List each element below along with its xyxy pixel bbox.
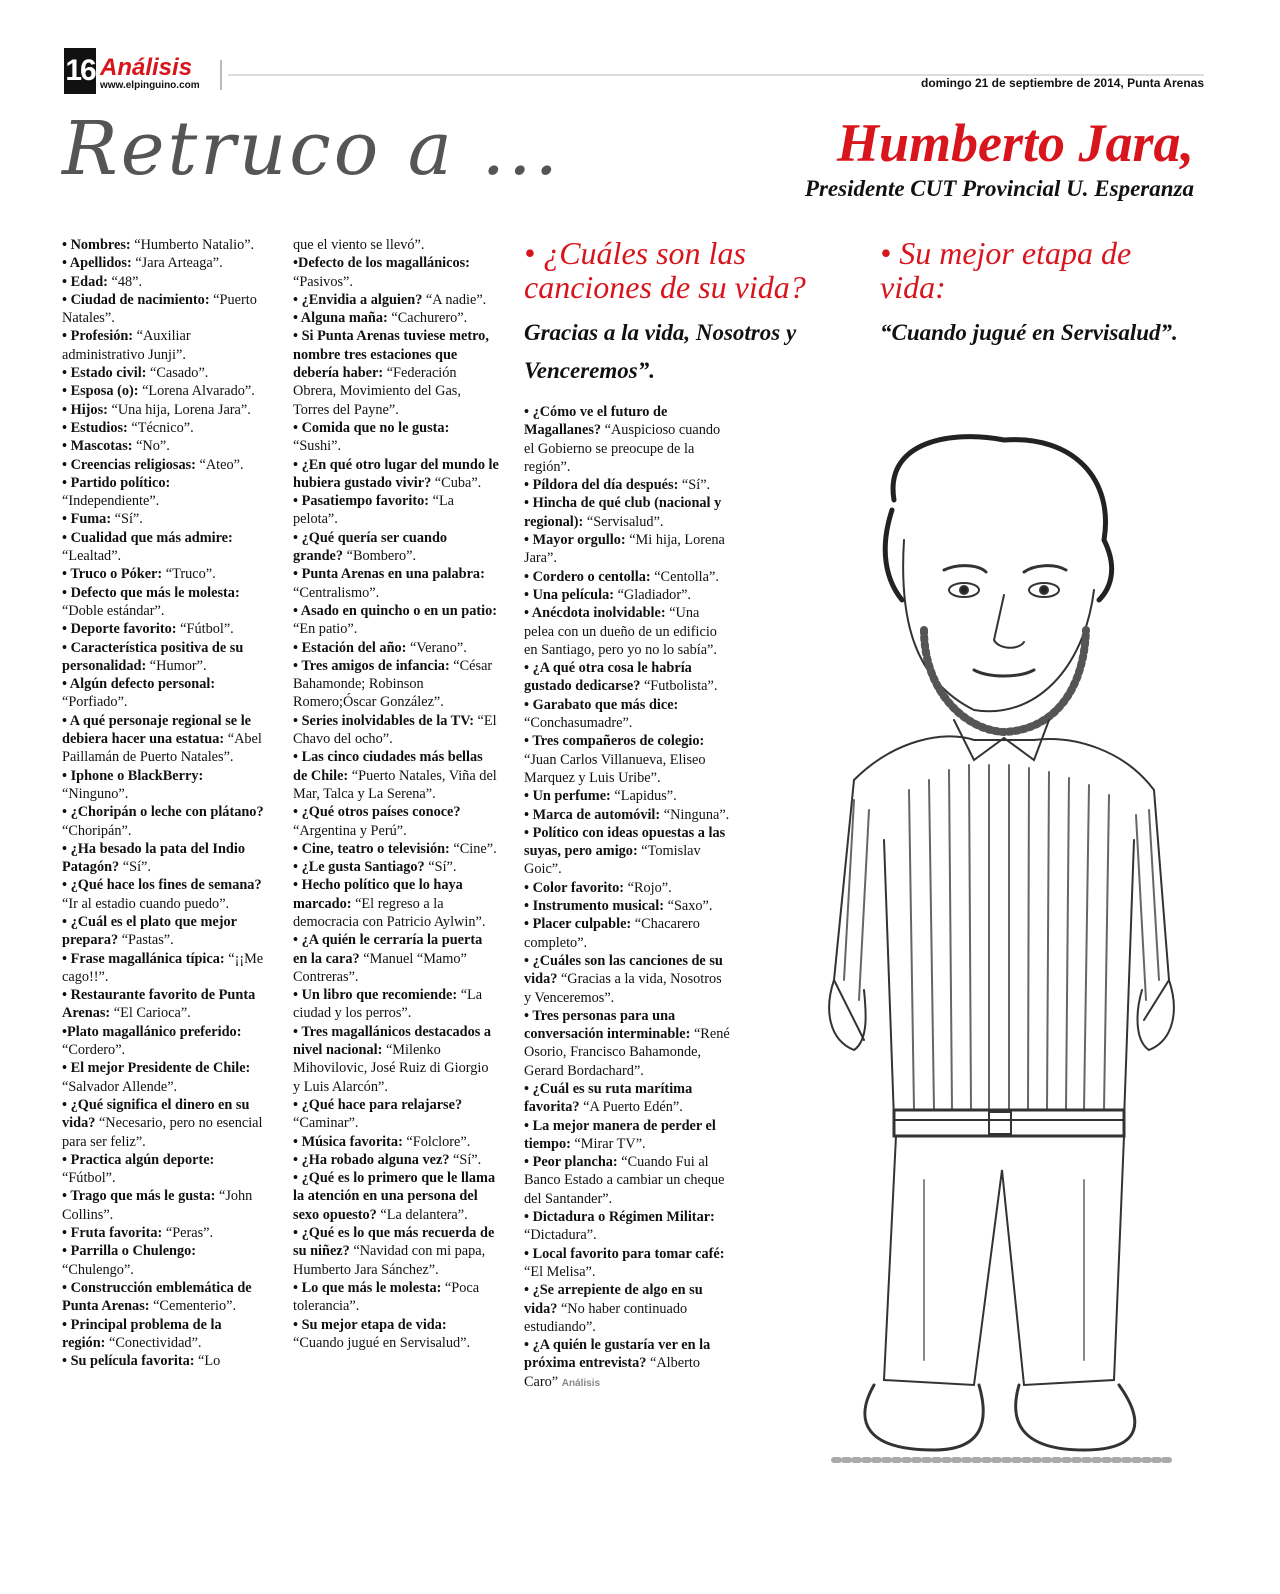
qa-item (293, 327, 499, 418)
qa-question: • ¿Qué hace para relajarse? (293, 1096, 463, 1113)
qa-item (62, 565, 268, 583)
qa-answer: “Lo (194, 1353, 221, 1370)
qa-item (524, 1007, 730, 1080)
qa-question: • ¿Ha besado la pata del Indio Patagón? (62, 840, 245, 876)
qa-item (293, 236, 499, 254)
qa-answer: “Lealtad”. (62, 548, 122, 565)
qa-question: • ¿Envidia a alguien? (293, 291, 423, 308)
qa-question: • ¿Qué hace los fines de semana? (62, 877, 262, 894)
qa-item (524, 659, 730, 696)
qa-question: • ¿A qué otra cosa le habría gustado dedicarse? (524, 660, 692, 695)
qa-item (524, 1336, 730, 1393)
qa-answer: “Mi hija, Lorena Jara”. (524, 532, 725, 567)
qa-item (62, 401, 268, 419)
qa-answer: “Puerto Natales, Viña del Mar, Talca y La Serena”. (293, 767, 497, 802)
qa-question: • ¿Le gusta Santiago? (293, 859, 425, 876)
qa-answer: “El Carioca”. (110, 1005, 191, 1022)
featured-answer: “Cuando jugué en Servisalud”. (880, 320, 1178, 345)
qa-question: • Cualidad que más admire: (62, 529, 233, 546)
qa-item (62, 840, 268, 877)
qa-question: • Garabato que más dice: (524, 696, 679, 713)
qa-answer: “Manuel “Mamo” Contreras”. (293, 950, 467, 985)
qa-answer: “Federación Obrera, Movimiento del Gas, Torres del Payne”. (293, 365, 461, 418)
qa-question: • Iphone o BlackBerry: (62, 767, 204, 784)
page-header (64, 48, 1204, 94)
qa-answer: “No haber continuado estudiando”. (524, 1300, 688, 1335)
qa-item (293, 254, 499, 291)
qa-item (293, 529, 499, 566)
qa-item (524, 476, 730, 494)
qa-question: • ¿Cuál es el plato que mejor prepara? (62, 913, 237, 949)
qa-answer: “Fútbol”. (176, 621, 234, 638)
qa-answer: “Chulengo”. (62, 1261, 134, 1278)
qa-answer: “Caminar”. (293, 1115, 359, 1132)
qa-question: • ¿En qué otro lugar del mundo le hubiera gustado vivir? (293, 456, 499, 491)
interviewee-name: Humberto Jara, (836, 113, 1194, 173)
qa-item (293, 1096, 499, 1133)
qa-item (293, 748, 499, 803)
qa-question: • Cine, teatro o televisión: (293, 840, 450, 857)
qa-item (524, 604, 730, 659)
qa-item (62, 529, 268, 566)
qa-question: • Placer culpable: (524, 916, 632, 933)
header-divider (220, 60, 222, 90)
qa-answer: “A nadie”. (422, 291, 487, 308)
qa-item (293, 1316, 499, 1353)
qa-question: • Político con ideas opuestas a las suyas, pero amigo: (524, 824, 726, 860)
qa-question: • Lo que más le molesta: (293, 1279, 442, 1296)
qa-answer: “Sí”. (449, 1151, 482, 1168)
qa-item (62, 474, 268, 511)
qa-question: • Practica algún deporte: (62, 1151, 215, 1168)
qa-answer: “Conchasumadre”. (524, 715, 633, 732)
qa-item (293, 419, 499, 456)
qa-answer: “Poca tolerancia”. (293, 1279, 480, 1315)
qa-answer: “Cuba”. (431, 474, 482, 491)
qa-answer: “Lapidus”. (610, 788, 677, 805)
end-logo: Análisis (561, 1377, 601, 1389)
qa-item (62, 1023, 268, 1060)
qa-question: • ¿Qué es lo primero que le llama la atención en una persona del sexo opuesto? (293, 1170, 496, 1223)
qa-item (293, 639, 499, 657)
qa-answer: “Auxiliar administrativo Junji”. (62, 328, 191, 363)
qa-answer: “Salvador Allende”. (62, 1078, 178, 1095)
qa-answer: “Técnico”. (127, 419, 194, 436)
qa-answer: “La delantera”. (376, 1206, 468, 1223)
qa-question: • Hecho político que lo haya marcado: (293, 877, 463, 912)
qa-answer: “Cuando jugué en Servisalud”. (293, 1334, 471, 1351)
qa-answer: “Choripán”. (62, 822, 132, 839)
qa-question: • ¿Qué significa el dinero en su vida? (62, 1096, 250, 1132)
qa-answer: “John Collins”. (62, 1188, 253, 1223)
qa-item (293, 858, 499, 876)
qa-question: • Fruta favorita: (62, 1225, 163, 1242)
qa-item (62, 950, 268, 987)
qa-answer: “Pasivos”. (293, 273, 353, 290)
qa-answer: “Conectividad”. (105, 1334, 202, 1351)
qa-answer: “Peras”. (162, 1225, 214, 1242)
qa-question: • Marca de automóvil: (524, 806, 661, 823)
qa-question: • Estación del año: (293, 639, 407, 656)
qa-answer: “Ninguno”. (62, 785, 129, 802)
qa-answer: “Abel Paillamán de Puerto Natales”. (62, 731, 262, 766)
qa-answer: “El Melisa”. (524, 1263, 596, 1280)
qa-item (293, 931, 499, 986)
qa-column-1 (62, 236, 268, 1370)
qa-item (524, 696, 730, 733)
page-number: 16 (64, 48, 96, 94)
qa-item (524, 531, 730, 568)
qa-answer: “Puerto Natales”. (62, 291, 257, 327)
qa-answer: “Cine”. (449, 840, 497, 857)
qa-item (524, 1281, 730, 1336)
qa-question: • ¿A quién le gustaría ver en la próxima entrevista? (524, 1337, 711, 1372)
qa-question: • Deporte favorito: (62, 621, 177, 638)
qa-item (62, 803, 268, 840)
qa-item (62, 876, 268, 913)
qa-item (62, 712, 268, 767)
qa-answer: “Alberto Caro” (524, 1355, 701, 1390)
qa-question: • ¿Qué quería ser cuando grande? (293, 529, 448, 565)
qa-item (524, 568, 730, 586)
qa-item (62, 273, 268, 291)
interviewee-title: Presidente CUT Provincial U. Esperanza (804, 176, 1194, 201)
qa-item (62, 639, 268, 676)
qa-answer: “César Bahamonde; Robinson Romero;Óscar González”. (293, 657, 493, 711)
qa-item (524, 806, 730, 824)
qa-question: • ¿Qué es lo que más recuerda de su niñez? (293, 1225, 495, 1260)
featured-question-songs (524, 236, 854, 390)
qa-item (62, 236, 268, 254)
qa-item (62, 913, 268, 950)
qa-question: • Tres amigos de infancia: (293, 657, 450, 674)
qa-answer: “Jara Arteaga”. (131, 255, 223, 272)
qa-question: • ¿Qué otros países conoce? (293, 804, 461, 821)
qa-answer: “Independiente”. (62, 493, 160, 510)
qa-question: • Estado civil: (62, 365, 147, 382)
qa-answer: “Futbolista”. (640, 678, 718, 695)
qa-question: • ¿Ha robado alguna vez? (293, 1151, 450, 1168)
qa-item (62, 584, 268, 621)
qa-answer: “Truco”. (162, 566, 216, 583)
qa-item (293, 1169, 499, 1224)
qa-item (293, 657, 499, 712)
qa-item (524, 494, 730, 531)
qa-question: • Una película: (524, 586, 614, 603)
qa-answer: “Humberto Natalio”. (130, 237, 255, 253)
qa-answer: “Sí”. (424, 859, 457, 876)
qa-question: • Edad: (62, 273, 108, 290)
qa-item (62, 767, 268, 804)
qa-item (293, 456, 499, 493)
qa-question: • ¿Cuáles son las canciones de su vida? (524, 952, 723, 988)
qa-item (62, 456, 268, 474)
qa-item (293, 803, 499, 840)
qa-item (293, 309, 499, 327)
qa-question: • Pasatiempo favorito: (293, 493, 430, 510)
qa-question: • Restaurante favorito de Punta Arenas: (62, 987, 256, 1022)
qa-answer: “Una hija, Lorena Jara”. (107, 401, 251, 418)
qa-question: • Píldora del día después: (524, 477, 679, 494)
qa-item (62, 510, 268, 528)
qa-answer: “Cuando Fui al Banco Estado a cambiar un cheque del Santander”. (524, 1154, 725, 1207)
qa-answer: “La ciudad y los perros”. (293, 987, 483, 1022)
qa-question: • Hincha de qué club (nacional y regional): (524, 495, 722, 530)
qa-question: • Un libro que recomiende: (293, 987, 458, 1004)
qa-answer: “Tomislav Goic”. (524, 843, 701, 878)
qa-item (62, 327, 268, 364)
qa-answer: “Argentina y Perú”. (293, 822, 407, 839)
qa-item (524, 1080, 730, 1117)
qa-question: • Anécdota inolvidable: (524, 605, 666, 622)
qa-answer: “Gladiador”. (614, 586, 692, 603)
qa-question: • Dictadura o Régimen Militar: (524, 1209, 715, 1226)
featured-question: • Su mejor etapa de vida: (880, 235, 1132, 305)
featured-answer: Gracias a la vida, Nosotros y Venceremos”. (524, 320, 797, 383)
qa-answer: “Navidad con mi papa, Humberto Jara Sánchez”. (293, 1243, 486, 1278)
qa-item (62, 1352, 268, 1370)
qa-answer: “La pelota”. (293, 493, 455, 528)
qa-answer: “Sí”. (678, 477, 711, 494)
qa-answer: “Pastas”. (118, 932, 174, 949)
qa-question: • ¿Cómo ve el futuro de Magallanes? (524, 404, 668, 439)
qa-question: • Color favorito: (524, 879, 625, 896)
qa-question: • Si Punta Arenas tuviese metro, nombre tres estaciones que debería haber: (293, 328, 489, 382)
qa-column-2 (293, 236, 499, 1352)
qa-answer: “Centralismo”. (293, 584, 380, 601)
qa-question: • Series inolvidables de la TV: (293, 712, 474, 729)
qa-question: • ¿A quién le cerraría la puerta en la cara? (293, 932, 483, 967)
qa-answer: “Ninguna”. (660, 806, 730, 823)
section-title: Retruco a ... (62, 106, 562, 192)
qa-column-3 (524, 403, 730, 1393)
qa-answer: “René Osorio, Francisco Bahamonde, Gerard Bordachard”. (524, 1026, 730, 1079)
qa-question: • Algún defecto personal: (62, 676, 216, 693)
qa-item (293, 492, 499, 529)
qa-question: • Apellidos: (62, 255, 132, 272)
qa-question: • Su mejor etapa de vida: (293, 1316, 447, 1333)
qa-answer: “¡¡Me cago!!”. (62, 950, 264, 985)
qa-item (293, 1023, 499, 1096)
qa-answer: “Verano”. (406, 639, 467, 656)
qa-item (293, 565, 499, 602)
qa-question: • Tres magallánicos destacados a nivel nacional: (293, 1023, 492, 1059)
qa-question: • Alguna maña: (293, 310, 388, 327)
qa-question: • Creencias religiosas: (62, 456, 196, 473)
qa-question: • Partido político: (62, 474, 171, 491)
qa-question: • La mejor manera de perder el tiempo: (524, 1117, 716, 1152)
qa-answer: “Lorena Alvarado”. (138, 383, 255, 400)
qa-answer: “Cordero”. (62, 1042, 126, 1059)
caricature-drawing (774, 420, 1214, 1482)
qa-item (524, 915, 730, 952)
qa-item (524, 1245, 730, 1282)
qa-question: • Construcción emblemática de Punta Arenas: (62, 1279, 252, 1315)
qa-question: • Local favorito para tomar café: (524, 1245, 725, 1262)
qa-answer: “Auspicioso cuando el Gobierno se preocupe de la región”. (524, 422, 721, 475)
qa-answer: que el viento se llevó”. (293, 237, 425, 253)
qa-question: • Tres compañeros de colegio: (524, 733, 705, 750)
qa-item (62, 986, 268, 1023)
qa-item (62, 1059, 268, 1096)
qa-item (293, 1279, 499, 1316)
qa-question: • Estudios: (62, 419, 128, 436)
qa-answer: “Cementerio”. (149, 1298, 237, 1315)
qa-answer: “Doble estándar”. (62, 602, 165, 619)
website-url[interactable]: www.elpinguino.com (100, 80, 200, 91)
qa-question: •Defecto de los magallánicos: (293, 255, 470, 272)
qa-item (293, 986, 499, 1023)
qa-item (293, 840, 499, 858)
qa-answer: “Folclore”. (402, 1133, 471, 1150)
qa-question: • Un perfume: (524, 788, 611, 805)
qa-answer: “Fútbol”. (62, 1170, 116, 1187)
qa-answer: “Milenko Mihovilovic, José Ruiz di Giorgio y Luis Alarcón”. (293, 1042, 489, 1095)
qa-item (293, 1133, 499, 1151)
dateline: domingo 21 de septiembre de 2014, Punta Arenas (921, 76, 1204, 90)
qa-answer: “En patio”. (293, 621, 358, 638)
qa-question: • Esposa (o): (62, 383, 139, 400)
qa-question: • Frase magallánica típica: (62, 950, 225, 967)
featured-question: • ¿Cuáles son las canciones de su vida? (524, 235, 806, 305)
qa-item (62, 675, 268, 712)
qa-question: • Principal problema de la región: (62, 1316, 222, 1351)
qa-question: • El mejor Presidente de Chile: (62, 1060, 251, 1077)
qa-item (62, 419, 268, 437)
qa-item (524, 824, 730, 879)
qa-question: • Truco o Póker: (62, 566, 163, 583)
qa-question: • Defecto que más le molesta: (62, 584, 240, 601)
qa-question: • ¿Cuál es su ruta marítima favorita? (524, 1080, 693, 1116)
qa-question: • Peor plancha: (524, 1154, 618, 1171)
qa-question: • Profesión: (62, 328, 134, 345)
qa-question: • Hijos: (62, 401, 108, 418)
qa-item (293, 1151, 499, 1169)
qa-answer: “Rojo”. (624, 879, 672, 896)
qa-item (524, 732, 730, 787)
qa-item (524, 586, 730, 604)
qa-answer: “Humor”. (146, 657, 207, 674)
qa-item (62, 1096, 268, 1151)
qa-question: • Mayor orgullo: (524, 532, 626, 549)
qa-answer: “Servisalud”. (583, 513, 664, 530)
qa-answer: “No”. (132, 438, 170, 455)
qa-item (62, 254, 268, 272)
qa-answer: “Porfiado”. (62, 694, 128, 711)
qa-item (62, 620, 268, 638)
qa-question: • Característica positiva de su personalidad: (62, 639, 244, 674)
qa-item (524, 787, 730, 805)
qa-answer: “Ateo”. (195, 456, 244, 473)
qa-answer: “Casado”. (146, 365, 209, 382)
qa-item (524, 403, 730, 476)
qa-answer: “Necesario, pero no esencial para ser feliz”. (62, 1115, 263, 1150)
qa-answer: “Ir al estadio cuando puedo”. (62, 895, 230, 912)
qa-answer: “Sí”. (111, 511, 143, 528)
qa-item (524, 952, 730, 1007)
qa-item (62, 1151, 268, 1188)
qa-item (524, 897, 730, 915)
qa-question: • Comida que no le gusta: (293, 419, 450, 436)
qa-item (524, 879, 730, 897)
qa-item (293, 602, 499, 639)
qa-question: • ¿Choripán o leche con plátano? (62, 804, 264, 821)
qa-answer: “Dictadura”. (524, 1227, 597, 1244)
qa-answer: “Juan Carlos Villanueva, Eliseo Marquez y Luis Uribe”. (524, 751, 706, 786)
qa-question: • Las cinco ciudades más bellas de Chile: (293, 749, 483, 784)
qa-item (62, 437, 268, 455)
qa-question: •Plato magallánico preferido: (62, 1023, 242, 1040)
qa-question: • Punta Arenas en una palabra: (293, 566, 485, 583)
qa-answer: “Sushi”. (293, 438, 342, 455)
qa-question: • Trago que más le gusta: (62, 1188, 216, 1205)
qa-answer: “Chacarero completo”. (524, 916, 700, 951)
qa-question: • Asado en quincho o en un patio: (293, 602, 498, 619)
qa-item (62, 291, 268, 328)
qa-answer: “Una pelea con un dueño de un edificio en Santiago, pero yo no lo sabía”. (524, 605, 717, 658)
qa-item (293, 876, 499, 931)
qa-item (293, 291, 499, 309)
qa-answer: “Gracias a la vida, Nosotros y Venceremos”. (524, 971, 722, 1006)
featured-question-life-stage (880, 236, 1200, 352)
qa-question: • A qué personaje regional se le debiera hacer una estatua: (62, 712, 252, 748)
qa-item (524, 1117, 730, 1154)
qa-item (524, 1208, 730, 1245)
qa-question: • Música favorita: (293, 1133, 403, 1150)
qa-item (293, 1224, 499, 1279)
qa-answer: “A Puerto Edén”. (579, 1099, 683, 1116)
qa-answer: “Mirar TV”. (570, 1135, 646, 1152)
qa-answer: “Bombero”. (343, 548, 417, 565)
qa-question: • Instrumento musical: (524, 898, 665, 915)
qa-item (62, 1224, 268, 1242)
qa-item (524, 1153, 730, 1208)
qa-item (62, 382, 268, 400)
qa-answer: “Centolla”. (650, 568, 719, 585)
qa-answer: “El regreso a la democracia con Patricio Aylwin”. (293, 895, 486, 930)
qa-question: • Tres personas para una conversación interminable: (524, 1007, 691, 1043)
qa-item (62, 364, 268, 382)
qa-question: • Nombres: (62, 237, 131, 253)
qa-question: • Mascotas: (62, 438, 133, 455)
qa-question: • Parrilla o Chulengo: (62, 1243, 197, 1260)
qa-answer: “Saxo”. (664, 898, 713, 915)
qa-answer: “48”. (107, 273, 143, 290)
qa-item (62, 1242, 268, 1279)
qa-answer: “Sí”. (119, 859, 151, 876)
qa-answer: “El Chavo del ocho”. (293, 712, 497, 748)
qa-question: • Ciudad de nacimiento: (62, 291, 210, 308)
qa-question: • Fuma: (62, 511, 112, 528)
qa-item (62, 1187, 268, 1224)
qa-question: • ¿Se arrepiente de algo en su vida? (524, 1282, 703, 1317)
qa-item (293, 712, 499, 749)
newspaper-logo[interactable]: Análisis (100, 54, 193, 81)
qa-item (62, 1316, 268, 1353)
qa-question: • Su película favorita: (62, 1353, 195, 1370)
qa-item (62, 1279, 268, 1316)
qa-question: • Cordero o centolla: (524, 568, 651, 585)
qa-answer: “Cachurero”. (387, 310, 468, 327)
